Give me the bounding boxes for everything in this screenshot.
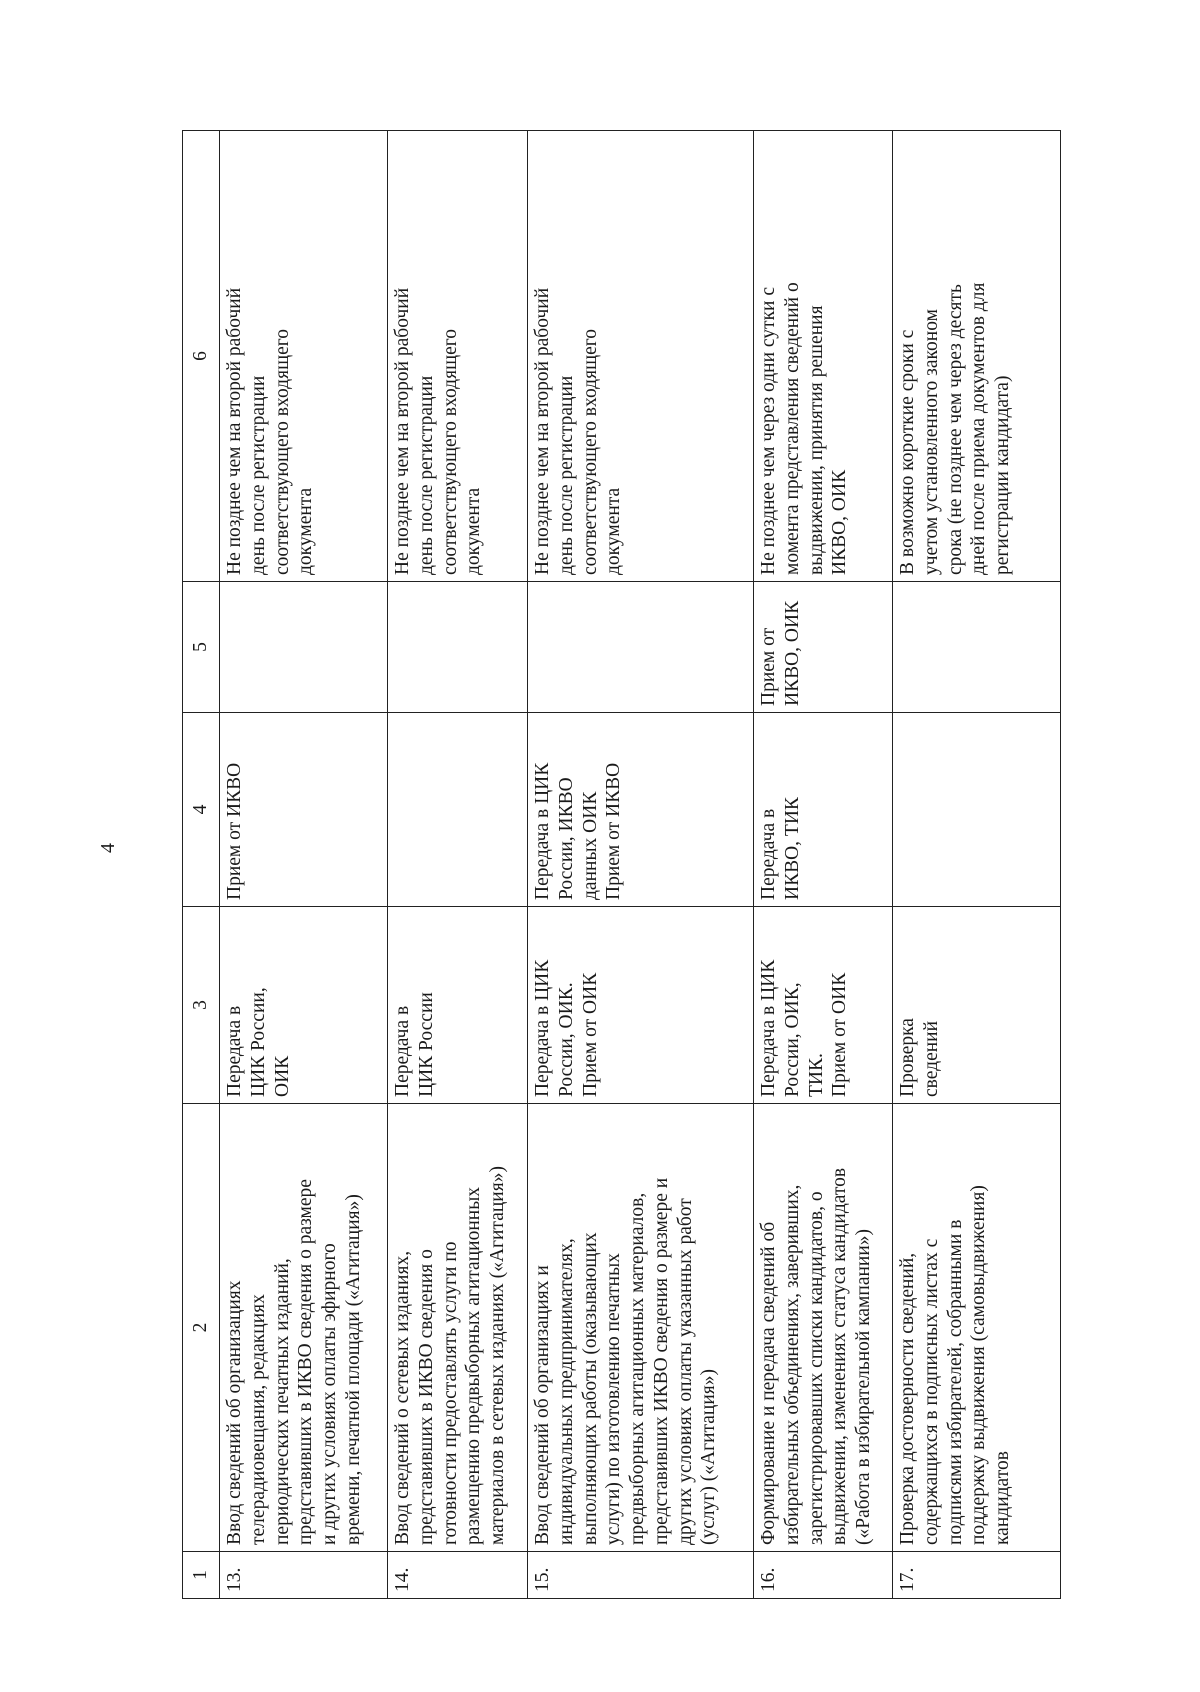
schedule-table: [182, 130, 1061, 1599]
row-col5: [893, 582, 1061, 713]
row-number: 14.: [388, 1552, 528, 1599]
row-col4: Передача в ИКВО, ТИК: [754, 713, 893, 907]
row-deadline: Не позднее чем на второй рабочий день после регистрации соответствующего входящего документа: [388, 131, 528, 582]
column-header: 3: [183, 907, 220, 1104]
row-number: 16.: [754, 1552, 893, 1599]
row-col3: Проверка сведений: [893, 907, 1061, 1104]
table-header-row: [183, 131, 220, 1599]
row-number: 15.: [528, 1552, 754, 1599]
table-row: [388, 131, 528, 1599]
row-description: Формирование и передача сведений об избирательных объединениях, заверивших, зарегистрировавших списки кандидатов, о выдвижении, изменениях статуса кандидатов («Работа в избирательной кампании»): [754, 1104, 893, 1552]
row-number: 13.: [220, 1552, 388, 1599]
column-header: 2: [183, 1104, 220, 1552]
row-number: 17.: [893, 1552, 1061, 1599]
row-col4: Передача в ЦИК России, ИКВО данных ОИК Прием от ИКВО: [528, 713, 754, 907]
table-row: [754, 131, 893, 1599]
row-col3: Передача в ЦИК России: [388, 907, 528, 1104]
row-col4: [388, 713, 528, 907]
row-deadline: Не позднее чем через одни сутки с момента представления сведений о выдвижении, принятия решения ИКВО, ОИК: [754, 131, 893, 582]
row-deadline: В возможно короткие сроки с учетом установленного законом срока (не позднее чем через десять дней после приема документов для регистрации кандидата): [893, 131, 1061, 582]
row-col5: Прием от ИКВО, ОИК: [754, 582, 893, 713]
row-description: Проверка достоверности сведений, содержащихся в подписных листах с подписями избирателей, собранными в поддержку выдвижения (самовыдвижения) кандидатов: [893, 1104, 1061, 1552]
row-description: Ввод сведений о сетевых изданиях, представивших в ИКВО сведения о готовности предоставлять услуги по размещению предвыборных агитационных материалов в сетевых изданиях («Агитация»): [388, 1104, 528, 1552]
row-col5: [220, 582, 388, 713]
column-header: 5: [183, 582, 220, 713]
row-col3: Передача в ЦИК России, ОИК, ТИК. Прием от ОИК: [754, 907, 893, 1104]
table-row: [528, 131, 754, 1599]
row-deadline: Не позднее чем на второй рабочий день после регистрации соответствующего входящего документа: [220, 131, 388, 582]
row-description: Ввод сведений об организациях и индивидуальных предпринимателях, выполняющих работы (оказывающих услуги) по изготовлению печатных предвыборных агитационных материалов, представивших ИКВО сведения о размере и других условиях оплаты указанных работ (услуг) («Агитация»): [528, 1104, 754, 1552]
rotated-table-container: [182, 131, 1060, 1599]
row-col5: [388, 582, 528, 713]
column-header: 1: [183, 1552, 220, 1599]
row-col3: Передача в ЦИК России, ОИК: [220, 907, 388, 1104]
page-number: 4: [97, 843, 119, 853]
row-description: Ввод сведений об организациях телерадиовещания, редакциях периодических печатных изданий, представивших в ИКВО сведения о размере и других условиях оплаты эфирного времени, печатной площади («Агитация»): [220, 1104, 388, 1552]
table-row: [893, 131, 1061, 1599]
table-row: [220, 131, 388, 1599]
column-header: 4: [183, 713, 220, 907]
row-col5: [528, 582, 754, 713]
row-col3: Передача в ЦИК России, ОИК. Прием от ОИК: [528, 907, 754, 1104]
row-deadline: Не позднее чем на второй рабочий день после регистрации соответствующего входящего документа: [528, 131, 754, 582]
row-col4: [893, 713, 1061, 907]
column-header: 6: [183, 131, 220, 582]
row-col4: Прием от ИКВО: [220, 713, 388, 907]
